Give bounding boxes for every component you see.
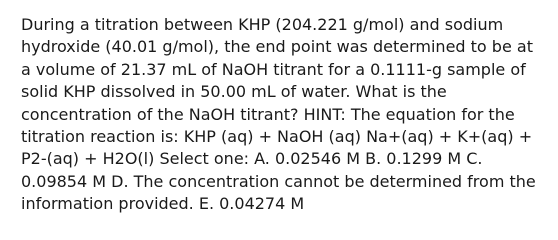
question-text: During a titration between KHP (204.221 g/mol) and sodium hydroxide (40.01 g/mol), the end point was determined to be at a volume of 21.37 mL of NaOH titrant for a 0.1111-g sample of solid KHP dissolved in 50.00 mL of water. What is the concentration of the NaOH titrant? HINT: The equation for the titration reaction is: KHP (aq) + NaOH (aq) Na+(aq) + K+(aq) + P2-(aq) + H2O(l) Select one: A. 0.02546 M B. 0.1299 M C. 0.09854 M D. The concentration cannot be determined from the information provided. E. 0.04274 M xyxy=(21,15,536,214)
